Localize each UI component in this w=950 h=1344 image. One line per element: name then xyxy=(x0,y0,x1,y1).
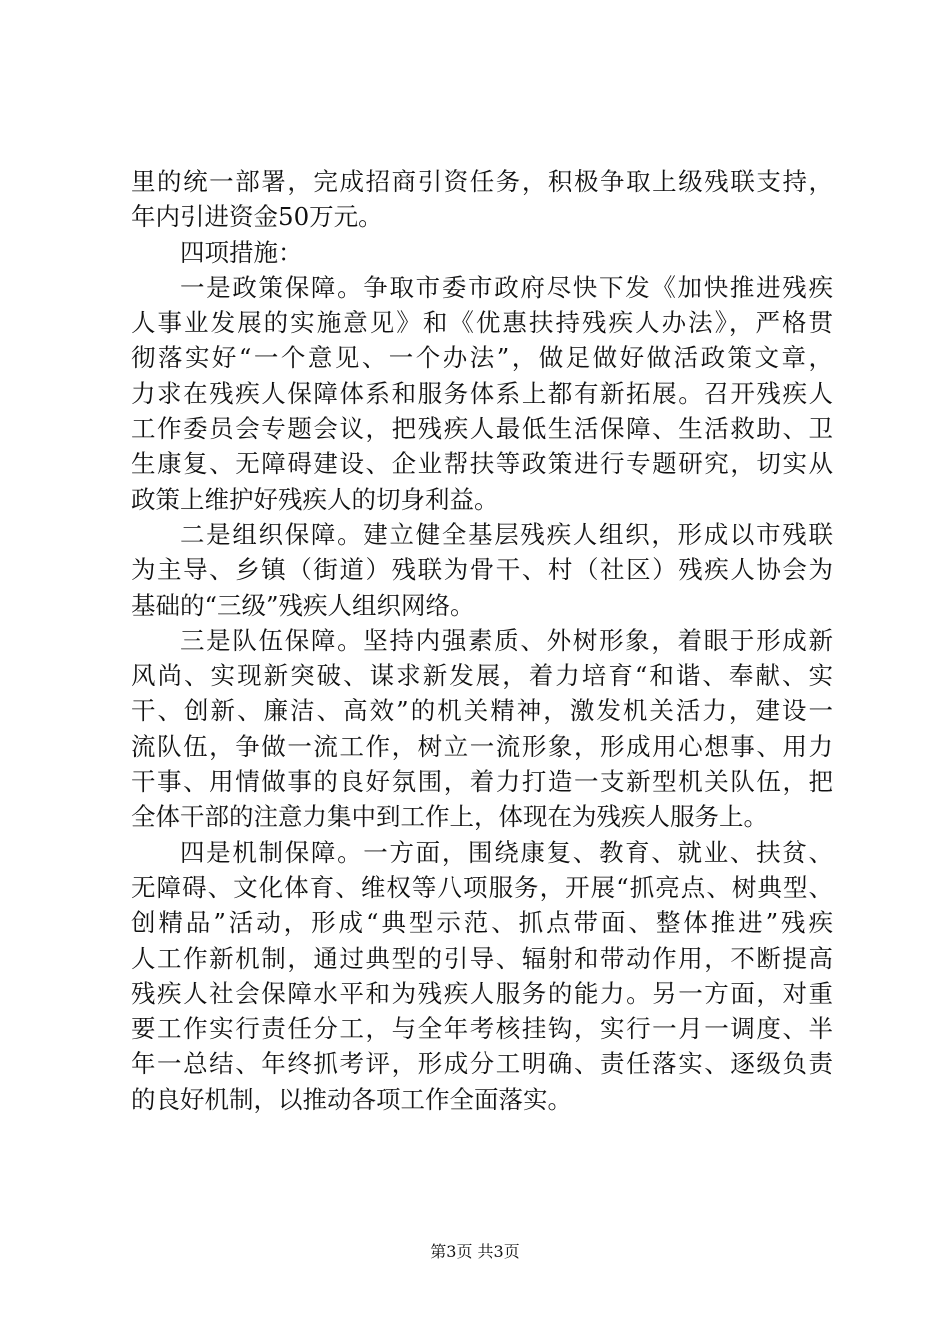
text-line: 四项措施： xyxy=(180,237,303,267)
page-footer: 第3页 共3页 xyxy=(430,1242,520,1261)
text-line: 力求在残疾人保障体系和服务体系上都有新拓展。召开残疾人 xyxy=(131,378,833,408)
text-line: 流队伍，争做一流工作，树立一流形象，形成用心想事、用力 xyxy=(131,731,833,761)
text-line: 二是组织保障。建立健全基层残疾人组织，形成以市残联 xyxy=(180,519,833,549)
text-line: 彻落实好“一个意见、一个办法”，做足做好做活政策文章， xyxy=(131,343,833,373)
text-line: 创精品”活动，形成“典型示范、抓点带面、整体推进”残疾 xyxy=(131,908,833,938)
text-line: 要工作实行责任分工，与全年考核挂钩，实行一月一调度、半 xyxy=(131,1014,833,1044)
text-line: 里的统一部署，完成招商引资任务，积极争取上级残联支持， xyxy=(131,167,833,196)
document-body xyxy=(131,164,833,1117)
text-line: 人事业发展的实施意见》和《优惠扶持残疾人办法》，严格贯 xyxy=(131,308,833,338)
text-line: 干、创新、廉洁、高效”的机关精神，激发机关活力，建设一 xyxy=(131,696,833,726)
text-line: 一是政策保障。争取市委市政府尽快下发《加快推进残疾 xyxy=(180,272,833,302)
text-line: 的良好机制，以推动各项工作全面落实。 xyxy=(131,1084,572,1114)
text-line: 残疾人社会保障水平和为残疾人服务的能力。另一方面，对重 xyxy=(131,978,833,1008)
text-line: 工作委员会专题会议，把残疾人最低生活保障、生活救助、卫 xyxy=(131,414,833,444)
text-line: 基础的“三级”残疾人组织网络。 xyxy=(131,590,475,620)
text-line: 干事、用情做事的良好氛围，着力打造一支新型机关队伍，把 xyxy=(131,767,833,797)
text-line: 四是机制保障。一方面，围绕康复、教育、就业、扶贫、 xyxy=(180,837,833,867)
text-line: 全体干部的注意力集中到工作上，体现在为残疾人服务上。 xyxy=(131,802,768,832)
text-line: 风尚、实现新突破、谋求新发展，着力培育“和谐、奉献、实 xyxy=(131,661,833,691)
text-line: 年内引进资金50万元。 xyxy=(131,202,383,232)
text-line: 无障碍、文化体育、维权等八项服务，开展“抓亮点、树典型、 xyxy=(131,872,833,902)
text-line: 人工作新机制，通过典型的引导、辐射和带动作用，不断提高 xyxy=(131,943,833,973)
text-line: 为主导、乡镇（街道）残联为骨干、村（社区）残疾人协会为 xyxy=(131,555,833,585)
text-line: 三是队伍保障。坚持内强素质、外树形象，着眼于形成新 xyxy=(180,625,833,655)
text-line: 年一总结、年终抓考评，形成分工明确、责任落实、逐级负责 xyxy=(131,1049,833,1079)
text-line: 生康复、无障碍建设、企业帮扶等政策进行专题研究，切实从 xyxy=(131,449,833,479)
text-line: 政策上维护好残疾人的切身利益。 xyxy=(131,484,499,514)
